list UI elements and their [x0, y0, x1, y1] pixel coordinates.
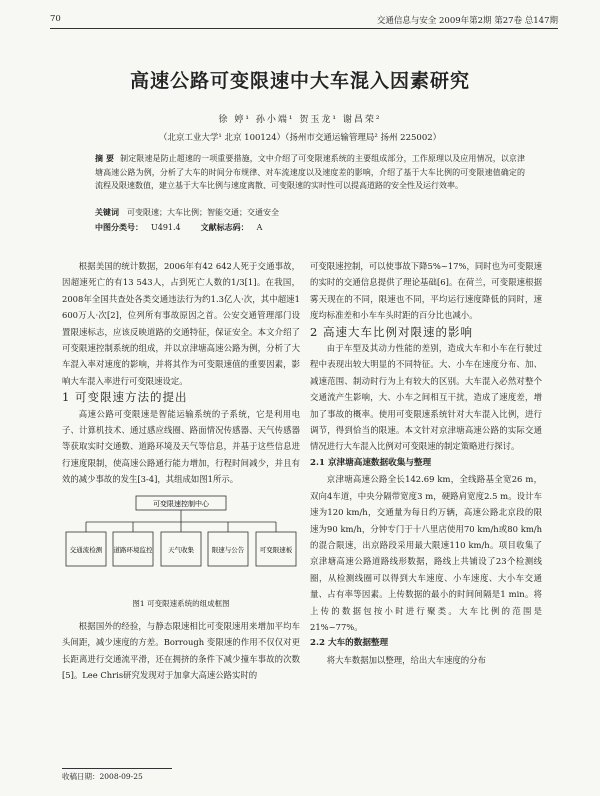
abstract-label: 摘 要	[95, 153, 115, 163]
classification	[95, 222, 525, 233]
sub-box-1	[66, 522, 106, 566]
page-number: 70	[50, 14, 61, 24]
paper-title: 高速公路可变限速中大车混入因素研究	[129, 70, 470, 92]
figure-1	[62, 492, 300, 612]
authors: 徐 婷¹ 孙小端¹ 贺玉龙¹ 谢昌荣²	[218, 115, 382, 125]
sub-box-label-3: 天气收集	[168, 545, 194, 554]
section-1-paragraph: 高速公路可变限速是智能运输系统的子系统，它是利用电子、计算机技术、通过感应线圈、路面情况传感器、天气传感器等获取实时交通数、道路环境及天气等信息，并基于这些信息进行速度限制，使高速公路通行能力增加，行程时间减少，并且有效的减少事故的发生[3-4]，其组成如图1所示。	[62, 408, 300, 485]
doc-code: A	[256, 223, 263, 232]
keywords	[95, 207, 525, 218]
subsection-2-1-heading: 2.1 京津塘高速数据收集与整理	[310, 457, 432, 468]
sub-box-5	[256, 522, 296, 566]
sub-box-label-2: 道路环境监控	[113, 545, 153, 554]
clc-label: 中图分类号：	[95, 222, 143, 232]
keywords-text: 可变限速；大车比例；智能交通；交通安全	[127, 208, 279, 217]
abstract-text: 制定限速是防止超速的一项重要措施，文中介绍了可变限速系统的主要组成部分，工作原理以及应用情况，以京津塘高速公路为例，分析了大车的时间分布规律、对车流速度以及速度差的影响，介绍了基于大车比例的可变限速值确定的流程及限速数值，建立基于大车比例与速度离散、可变限速的实时性可以提高道路的安全性及运行效率。	[95, 154, 525, 190]
doc-code-label: 文献标志码：	[200, 222, 249, 232]
running-header	[50, 12, 558, 29]
sub-box-label-5: 可变限速板	[259, 545, 293, 554]
control-center-label: 可变限速控制中心	[153, 499, 209, 508]
sub-box-label-4: 限速与公告	[211, 545, 245, 554]
continued-paragraph: 可变限速控制，可以使事故下降5%~17%，同时也为可变限速的实时的交通信息提供了理论基础[6]。在荷兰，可变限速根据雾天现在的不同，限速也不同，平均运行速度降低的同时，速度均标准差和小车车头时距的百分比也减小。	[310, 261, 542, 321]
clc-code: U491.4	[151, 223, 181, 232]
system-diagram	[62, 492, 300, 596]
subsection-2-2-heading: 2.2 大车的数据整理	[310, 638, 389, 649]
keywords-label: 关键词	[95, 207, 119, 217]
left-column	[62, 258, 300, 683]
sub-box-3	[161, 522, 201, 566]
journal-info: 交通信息与安全 2009年第2期 第27卷 总147期	[376, 16, 558, 26]
abstract	[95, 152, 525, 193]
section-2-paragraph: 由于车型及其动力性能的差别，造成大车和小车在行驶过程中表现出较大明显的不同特征。大、小车在速度分布、加、减速范围、制动时行为上有较大的区别。大车混入必然对整个交通流产生影响，大、小车之间相互干扰，造成了速度差，增加了事故的概率。使用可变限速系统针对大车混入比例，进行调节，得到恰当的限速。本文针对京津塘高速公路的实际交通情况进行大车混入比例对可变限速的制定策略进行探讨。	[310, 343, 542, 452]
received-date: 收稿日期：2008-09-25	[62, 768, 172, 782]
right-column	[310, 258, 542, 668]
section-1-heading: 1 可变限速方法的提出	[62, 390, 188, 405]
intro-paragraph: 根据美国的统计数据，2006年有42 642人死于交通事故，因超速死亡的有13 543人，占到死亡人数的1/3[1]。在我国，2008年全国共查处各类交通违法行为约1.3亿人·次，其中超速1 600万人·次[2]，位列所有事故原因之首。公安交通管理部门设置限速标志，应该反映道路的交通特征，保证安全。本文介绍了可变限速控制系统的组成，并以京津塘高速公路为例，分析了大车混入率对速度的影响，并将其作为可变限速值的重要因素，影响大车混入率进行可变限速设定。	[62, 261, 300, 386]
figure-1-caption: 图1 可变限速系统的组成框图	[132, 598, 230, 608]
affiliations: （北京工业大学¹ 北京 100124）（扬州市交通运输管理局² 扬州 225002）	[158, 133, 442, 143]
subsection-2-2-paragraph: 将大车数据加以整理，给出大车速度的分布	[326, 654, 486, 665]
subsection-2-1-paragraph: 京津塘高速公路全长142.69 km，全线路基全宽26 m，双向4车道，中央分隔带宽度3 m，硬路肩宽度2.5 m。设计车速为120 km/h，交通量为每日约万辆，高速公路北京段的限速为90 km/h，分钟专门于十八里店使用70 km/h或80 km/h的混合限速，出京路段采用最大限速110 km/h。项目收集了京津塘高速公路道路线形数据，路线上共铺设了23个检测线圈，从检测线圈可以得到大车速度、小车速度、大小车交通量、占有率等因素。上传数据的最小的时间间隔是1 min。将上传的数据包按小时进行聚类。大车比例的范围是21%~77%。	[310, 474, 542, 632]
sub-box-4	[208, 522, 248, 566]
section-1-paragraph-2: 根据国外的经验，与静态限速相比可变限速用来增加平均车头间距，减少速度的方差。Borrough 变限速的作用不仅仅对更长距离进行交通流平滑，还在拥挤的条件下减少撞车事故的次数[5]。Lee Chris研究发现对于加拿大高速公路实时的	[62, 620, 300, 680]
sub-box-2	[113, 522, 153, 566]
section-2-heading: 2 高速大车比例对限速的影响	[310, 324, 473, 339]
sub-box-label-1: 交通流检测	[69, 545, 103, 554]
